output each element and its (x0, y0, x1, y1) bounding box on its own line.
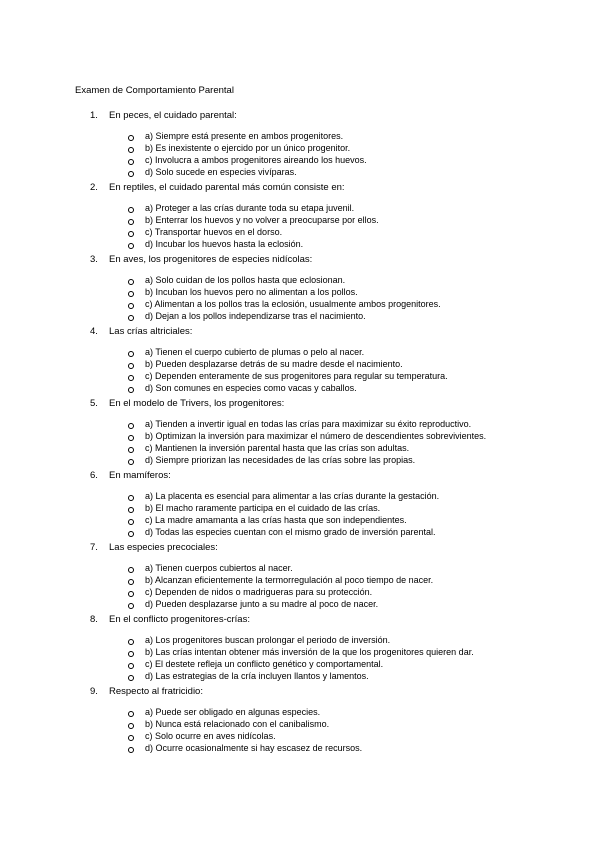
hollow-circle-bullet-icon (128, 579, 134, 585)
answer-option (0, 167, 600, 182)
hollow-circle-bullet-icon (128, 435, 134, 441)
option-text: b) El macho raramente participa en el cuidado de las crías. (145, 503, 381, 513)
option-text: b) Es inexistente o ejercido por un único progenitor. (145, 143, 351, 153)
hollow-circle-bullet-icon (128, 639, 134, 645)
hollow-circle-bullet-icon (128, 519, 134, 525)
answer-option (0, 239, 600, 254)
hollow-circle-bullet-icon (128, 651, 134, 657)
option-text: c) Involucra a ambos progenitores aireando los huevos. (145, 155, 367, 165)
option-text: a) Tienen el cuerpo cubierto de plumas o pelo al nacer. (145, 347, 365, 357)
hollow-circle-bullet-icon (128, 351, 134, 357)
question-number: 8. (90, 614, 98, 625)
option-text: d) Siempre priorizan las necesidades de las crías sobre las propias. (145, 455, 416, 465)
hollow-circle-bullet-icon (128, 279, 134, 285)
hollow-circle-bullet-icon (128, 219, 134, 225)
option-list (0, 203, 600, 254)
question-item (0, 614, 600, 686)
option-text: c) El destete refleja un conflicto genético y comportamental. (145, 659, 384, 669)
hollow-circle-bullet-icon (128, 375, 134, 381)
option-text: b) Optimizan la inversión para maximizar el número de descendientes sobrevivientes. (145, 431, 487, 441)
option-text: a) Tienen cuerpos cubiertos al nacer. (145, 563, 293, 573)
hollow-circle-bullet-icon (128, 171, 134, 177)
hollow-circle-bullet-icon (128, 747, 134, 753)
option-text: d) Pueden desplazarse junto a su madre al poco de nacer. (145, 599, 379, 609)
question-number: 1. (90, 110, 98, 121)
answer-option (0, 527, 600, 542)
hollow-circle-bullet-icon (128, 207, 134, 213)
option-text: c) Solo ocurre en aves nidícolas. (145, 731, 276, 741)
question-text: En el modelo de Trivers, los progenitores: (109, 398, 285, 409)
answer-option (0, 215, 600, 230)
option-text: c) La madre amamanta a las crías hasta que son independientes. (145, 515, 407, 525)
hollow-circle-bullet-icon (128, 567, 134, 573)
hollow-circle-bullet-icon (128, 591, 134, 597)
option-list (0, 563, 600, 614)
option-text: d) Ocurre ocasionalmente si hay escasez de recursos. (145, 743, 363, 753)
option-list (0, 491, 600, 542)
option-list (0, 131, 600, 182)
option-text: a) Puede ser obligado en algunas especies. (145, 707, 321, 717)
question-item (0, 182, 600, 254)
question-item (0, 110, 600, 182)
hollow-circle-bullet-icon (128, 291, 134, 297)
hollow-circle-bullet-icon (128, 387, 134, 393)
hollow-circle-bullet-icon (128, 363, 134, 369)
hollow-circle-bullet-icon (128, 159, 134, 165)
option-text: b) Pueden desplazarse detrás de su madre desde el nacimiento. (145, 359, 403, 369)
answer-option (0, 383, 600, 398)
hollow-circle-bullet-icon (128, 603, 134, 609)
question-text: En mamíferos: (109, 470, 171, 481)
page-title: Examen de Comportamiento Parental (75, 85, 234, 96)
question-text: En reptiles, el cuidado parental más común consiste en: (109, 182, 345, 193)
question-text: Las especies precociales: (109, 542, 218, 553)
answer-option (0, 671, 600, 686)
hollow-circle-bullet-icon (128, 423, 134, 429)
option-text: a) Proteger a las crías durante toda su etapa juvenil. (145, 203, 355, 213)
option-list (0, 275, 600, 326)
option-text: a) Tienden a invertir igual en todas las crías para maximizar su éxito reproductivo. (145, 419, 472, 429)
option-text: a) La placenta es esencial para alimentar a las crías durante la gestación. (145, 491, 440, 501)
question-number: 9. (90, 686, 98, 697)
question-text: En aves, los progenitores de especies nidícolas: (109, 254, 313, 265)
option-text: b) Incuban los huevos pero no alimentan a los pollos. (145, 287, 358, 297)
question-item (0, 470, 600, 542)
option-list (0, 707, 600, 758)
question-number: 3. (90, 254, 98, 265)
option-text: b) Alcanzan eficientemente la termorregulación al poco tiempo de nacer. (145, 575, 434, 585)
question-list (0, 110, 600, 758)
hollow-circle-bullet-icon (128, 723, 134, 729)
question-number: 2. (90, 182, 98, 193)
option-text: d) Son comunes en especies como vacas y caballos. (145, 383, 357, 393)
hollow-circle-bullet-icon (128, 507, 134, 513)
question-item (0, 254, 600, 326)
hollow-circle-bullet-icon (128, 663, 134, 669)
answer-option (0, 155, 600, 170)
hollow-circle-bullet-icon (128, 735, 134, 741)
question-item (0, 686, 600, 758)
hollow-circle-bullet-icon (128, 531, 134, 537)
hollow-circle-bullet-icon (128, 303, 134, 309)
hollow-circle-bullet-icon (128, 447, 134, 453)
answer-option (0, 743, 600, 758)
option-text: d) Las estrategias de la cría incluyen llantos y lamentos. (145, 671, 369, 681)
option-text: d) Incubar los huevos hasta la eclosión. (145, 239, 304, 249)
option-text: b) Enterrar los huevos y no volver a preocuparse por ellos. (145, 215, 379, 225)
question-item (0, 326, 600, 398)
option-text: a) Solo cuidan de los pollos hasta que eclosionan. (145, 275, 346, 285)
question-item (0, 542, 600, 614)
option-list (0, 347, 600, 398)
option-text: b) Las crías intentan obtener más inversión de la que los progenitores quieren dar. (145, 647, 474, 657)
option-text: c) Alimentan a los pollos tras la eclosión, usualmente ambos progenitores. (145, 299, 441, 309)
question-text: Respecto al fratricidio: (109, 686, 203, 697)
option-text: c) Transportar huevos en el dorso. (145, 227, 283, 237)
question-number: 5. (90, 398, 98, 409)
hollow-circle-bullet-icon (128, 711, 134, 717)
option-list (0, 419, 600, 470)
question-number: 4. (90, 326, 98, 337)
hollow-circle-bullet-icon (128, 459, 134, 465)
option-text: b) Nunca está relacionado con el canibalismo. (145, 719, 330, 729)
option-text: a) Siempre está presente en ambos progenitores. (145, 131, 344, 141)
hollow-circle-bullet-icon (128, 231, 134, 237)
question-number: 6. (90, 470, 98, 481)
option-text: d) Dejan a los pollos independizarse tras el nacimiento. (145, 311, 366, 321)
hollow-circle-bullet-icon (128, 135, 134, 141)
question-item (0, 398, 600, 470)
option-text: c) Mantienen la inversión parental hasta que las crías son adultas. (145, 443, 410, 453)
option-text: d) Todas las especies cuentan con el mismo grado de inversión parental. (145, 527, 436, 537)
answer-option (0, 311, 600, 326)
option-text: d) Solo sucede en especies vivíparas. (145, 167, 297, 177)
hollow-circle-bullet-icon (128, 243, 134, 249)
hollow-circle-bullet-icon (128, 675, 134, 681)
answer-option (0, 455, 600, 470)
option-list (0, 635, 600, 686)
hollow-circle-bullet-icon (128, 315, 134, 321)
hollow-circle-bullet-icon (128, 495, 134, 501)
answer-option (0, 599, 600, 614)
question-text: Las crías altriciales: (109, 326, 193, 337)
question-text: En peces, el cuidado parental: (109, 110, 237, 121)
question-number: 7. (90, 542, 98, 553)
question-text: En el conflicto progenitores-crías: (109, 614, 250, 625)
answer-option (0, 719, 600, 734)
hollow-circle-bullet-icon (128, 147, 134, 153)
option-text: c) Dependen de nidos o madrigueras para su protección. (145, 587, 373, 597)
option-text: a) Los progenitores buscan prolongar el periodo de inversión. (145, 635, 391, 645)
option-text: c) Dependen enteramente de sus progenitores para regular su temperatura. (145, 371, 448, 381)
